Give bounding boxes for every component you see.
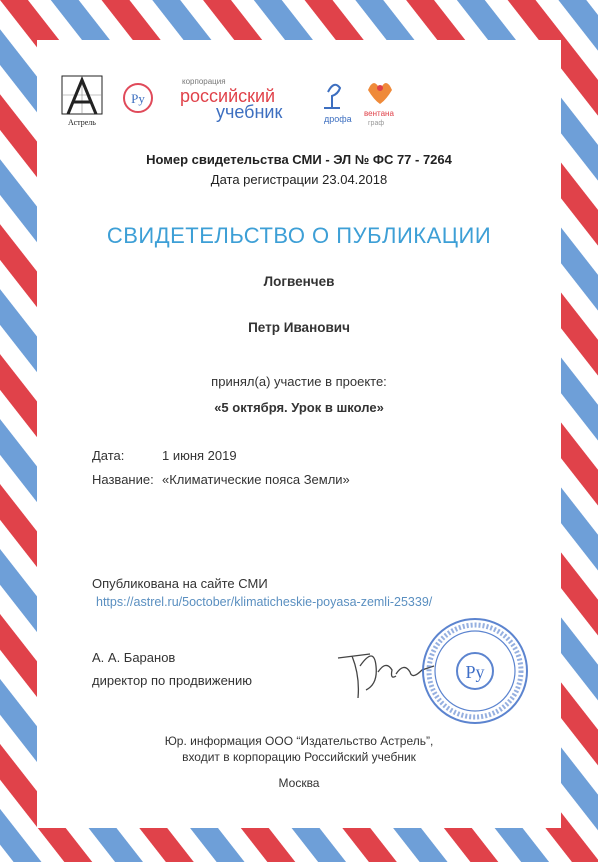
legal-info xyxy=(0,733,598,765)
ventana-line1-text: вентана xyxy=(364,109,394,118)
registration-number: Номер свидетельства СМИ - ЭЛ № ФС 77 - 7264 xyxy=(146,152,452,167)
signer-role: директор по продвижению xyxy=(92,673,252,688)
ru-logo xyxy=(124,84,152,112)
russian-textbook-logo xyxy=(180,77,282,122)
date-value: 1 июня 2019 xyxy=(162,448,237,463)
astrel-logo-text: Астрель xyxy=(68,118,96,127)
legal-line-1: Юр. информация ООО “Издательство Астрель”, xyxy=(164,734,434,748)
project-name: «5 октября. Урок в школе» xyxy=(214,400,384,415)
registration-date: Дата регистрации 23.04.2018 xyxy=(210,172,388,187)
legal-line-2: входит в корпорацию Российский учебник xyxy=(182,750,416,764)
ru-logo-text: Ру xyxy=(131,91,145,106)
person-name: Петр Иванович xyxy=(248,320,350,335)
title-row xyxy=(92,472,350,487)
signer-name: А. А. Баранов xyxy=(92,650,176,665)
publisher-logos xyxy=(60,72,420,128)
published-text: Опубликована на сайте СМИ xyxy=(92,576,268,591)
ventana-line2-text: граф xyxy=(368,120,385,127)
date-row xyxy=(92,448,237,463)
drofa-logo-text: дрофа xyxy=(324,114,352,124)
date-label: Дата: xyxy=(92,448,125,463)
drofa-logo xyxy=(324,85,352,124)
publisher-stamp xyxy=(420,616,530,726)
stamp-center-text: Ру xyxy=(465,662,485,682)
person-surname: Логвенчев xyxy=(263,274,335,289)
corp-line2-text: учебник xyxy=(216,102,283,122)
title-value: «Климатические пояса Земли» xyxy=(162,472,350,487)
city: Москва xyxy=(278,776,320,790)
title-label: Название: xyxy=(92,472,154,487)
participation-text: принял(а) участие в проекте: xyxy=(211,374,387,389)
astrel-logo xyxy=(62,76,102,127)
ventana-logo xyxy=(364,83,394,127)
corp-line1-text: российский xyxy=(180,86,276,106)
publication-url[interactable]: https://astrel.ru/5october/klimaticheskie-poyasa-zemli-25339/ xyxy=(96,595,433,609)
corp-small-text: корпорация xyxy=(182,77,226,86)
certificate-title: СВИДЕТЕЛЬСТВО О ПУБЛИКАЦИИ xyxy=(106,223,492,248)
